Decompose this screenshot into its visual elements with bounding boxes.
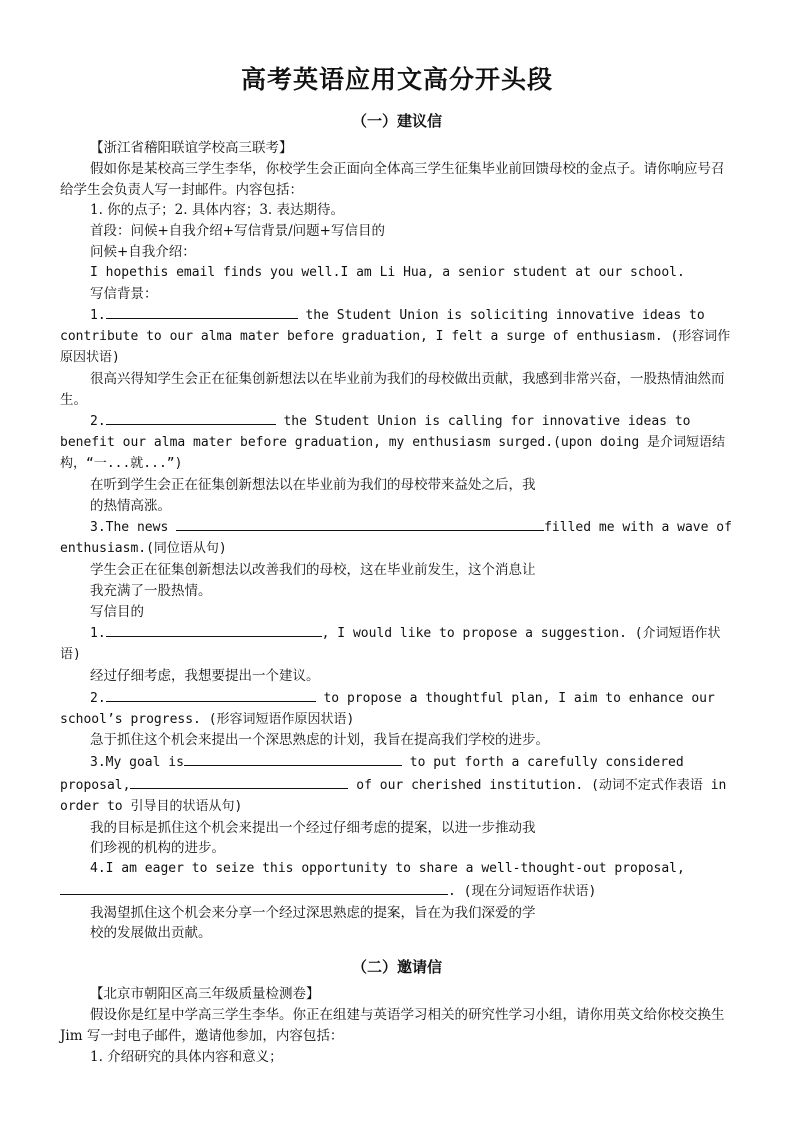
purpose-item-1-translation: 经过仔细考虑，我想要提出一个建议。 <box>90 667 320 684</box>
exam-source: 【浙江省稽阳联谊学校高三联考】 <box>90 140 293 156</box>
background-label: 写信背景： <box>90 285 158 302</box>
task-prompt: 假如你是某校高三学生李华，你校学生会正面向全体高三学生征集毕业前回馈母校的金点子。请你响应号召给学生会负责人写一封邮件。内容包括： <box>60 160 725 198</box>
purpose-label: 写信目的 <box>90 603 144 620</box>
item-text-end: of our cherished institution. (动词不定式作表语 in order to 引导目的状语从句) <box>60 777 727 814</box>
purpose-item-2 <box>60 687 734 731</box>
fill-blank[interactable] <box>106 687 316 702</box>
paragraph-structure: 首段：问候+自我介绍+写信背景/问题+写信目的 <box>90 223 385 240</box>
background-item-2-translation: 在听到学生会正在征集创新想法以在毕业前为我们的母校带来益处之后，我 <box>90 476 536 493</box>
item-text-mid: to put forth a carefully considered proposal, <box>60 755 684 793</box>
item-text-end: filled me with a wave of enthusiasm.(同位语从句) <box>60 520 732 557</box>
background-item-1-translation: 很高兴得知学生会正在征集创新想法以在毕业前为我们的母校做出贡献，我感到非常兴奋，一股热情油然而生。 <box>60 370 725 408</box>
purpose-item-3-translation-cont: 们珍视的机构的进步。 <box>90 840 225 857</box>
greeting-sentence: I hopethis email finds you well.I am Li Hua, a senior student at our school. <box>90 264 685 280</box>
fill-blank[interactable] <box>184 751 402 766</box>
background-item-1 <box>60 304 734 368</box>
section-heading-suggestion-letter: （一）建议信 <box>351 112 442 130</box>
exam-source: 【北京市朝阳区高三年级质量检测卷】 <box>90 986 320 1003</box>
fill-blank[interactable] <box>106 410 276 425</box>
document-page <box>60 60 734 1067</box>
background-item-2 <box>60 410 734 474</box>
item-text-start: 3.My goal is <box>90 755 184 771</box>
purpose-item-1 <box>60 622 734 666</box>
fill-blank[interactable] <box>106 304 298 319</box>
background-item-3-translation: 学生会正在征集创新想法以改善我们的母校，这在毕业前发生，这个消息让 <box>90 561 536 578</box>
fill-blank[interactable] <box>176 516 544 531</box>
item-number: 2. <box>90 690 106 706</box>
background-item-2-translation-cont: 的热情高涨。 <box>90 497 171 514</box>
purpose-item-4-translation-cont: 校的发展做出贡献。 <box>90 925 212 942</box>
purpose-item-4-translation: 我渴望抓住这个机会来分享一个经过深思熟虑的提案，旨在为我们深爱的学 <box>90 904 536 921</box>
item-number: 1. <box>90 308 106 324</box>
section-heading-invitation-letter: （二）邀请信 <box>351 958 442 977</box>
purpose-item-3-translation: 我的目标是抓住这个机会来提出一个经过仔细考虑的提案，以进一步推动我 <box>90 819 536 836</box>
item-number: 1. <box>90 626 106 642</box>
task-points: 1. 你的点子；2. 具体内容；3. 表达期待。 <box>90 202 345 219</box>
item-text: the Student Union is soliciting innovative ideas to contribute to our alma mater before graduation, I felt a surge of enthusiasm. (形容词作原因状语) <box>60 308 731 365</box>
background-item-3-translation-cont: 我充满了一股热情。 <box>90 582 212 599</box>
fill-blank[interactable] <box>130 774 348 789</box>
task-prompt: 假设你是红星中学高三学生李华。你正在组建与英语学习相关的研究性学习小组，请你用英文给你校交换生 Jim 写一封电子邮件，邀请他参加，内容包括： <box>60 1007 725 1044</box>
fill-blank[interactable] <box>60 880 448 895</box>
fill-blank[interactable] <box>106 622 322 637</box>
item-text-end: . (现在分词短语作状语) <box>448 883 597 899</box>
purpose-item-2-translation: 急于抓住这个机会来提出一个深思熟虑的计划，我旨在提高我们学校的进步。 <box>90 732 549 749</box>
purpose-item-4 <box>60 859 734 903</box>
document-title: 高考英语应用文高分开头段 <box>240 65 553 94</box>
item-number: 2. <box>90 414 106 430</box>
purpose-item-3 <box>60 751 734 817</box>
greeting-label: 问候+自我介绍： <box>90 243 196 260</box>
item-text: , I would like to propose a suggestion. (介词短语作状语) <box>60 626 721 663</box>
item-text: the Student Union is calling for innovative ideas to benefit our alma mater before graduation, my enthusiasm surged.(upon doing 是介词短语结构，“一...就...”) <box>60 414 725 471</box>
item-text-start: 3.The news <box>90 520 177 536</box>
item-text: to propose a thoughtful plan, I aim to enhance our school’s progress. (形容词短语作原因状语) <box>60 690 715 727</box>
item-text-start: 4.I am eager to seize this opportunity to share a well-thought-out proposal, <box>90 861 685 877</box>
task-point-1: 1. 介绍研究的具体内容和意义； <box>90 1048 283 1065</box>
background-item-3 <box>60 516 734 560</box>
